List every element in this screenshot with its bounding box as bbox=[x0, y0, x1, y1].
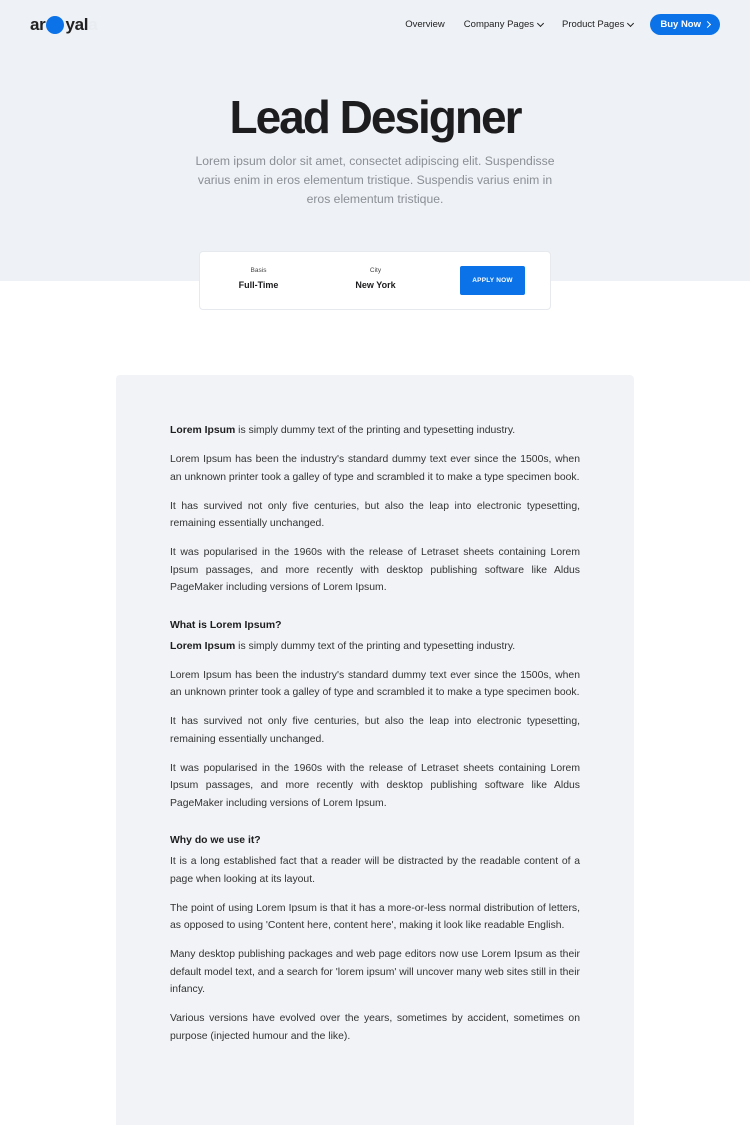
intro-paragraph-4: It was popularised in the 1960s with the release of Letraset sheets containing Lorem Ipsum passages, and more recently with desktop publishing software like Aldus PageMaker including versions of Lorem Ipsum. bbox=[170, 547, 580, 593]
job-description-panel bbox=[116, 375, 634, 1125]
intro-paragraph-3: It has survived not only five centuries, but also the leap into electronic typesetting, remaining essentially unchanged. bbox=[170, 500, 580, 529]
logo[interactable] bbox=[30, 14, 97, 36]
apply-now-button[interactable]: APPLY NOW bbox=[460, 266, 525, 295]
section1-paragraph-1 bbox=[170, 638, 580, 656]
logo-dot-icon bbox=[46, 16, 64, 34]
nav-overview[interactable] bbox=[405, 19, 445, 30]
city-value: New York bbox=[355, 280, 396, 290]
site-header bbox=[0, 0, 750, 48]
buy-now-label: Buy Now bbox=[660, 19, 701, 30]
logo-text-suffix: yal bbox=[65, 15, 89, 34]
section1-lead-bold: Lorem Ipsum bbox=[170, 640, 236, 652]
section2-paragraph-3: Many desktop publishing packages and web page editors now use Lorem Ipsum as their default model text, and a search for 'lorem ipsum' will uncover many web sites still in their infancy. bbox=[170, 949, 580, 995]
chevron-right-icon bbox=[704, 21, 711, 28]
logo-text-mid: r bbox=[39, 15, 46, 34]
chevron-down-icon bbox=[537, 19, 544, 26]
intro-lead-rest: is simply dummy text of the printing and typesetting industry. bbox=[235, 425, 516, 436]
buy-now-button[interactable] bbox=[650, 14, 720, 35]
intro-paragraph-2: Lorem Ipsum has been the industry's standard dummy text ever since the 1500s, when an unknown printer took a galley of type and scrambled it to make a type specimen book. bbox=[170, 454, 580, 483]
section-heading-why: Why do we use it? bbox=[170, 835, 261, 846]
intro-paragraph-1 bbox=[170, 422, 580, 440]
section1-paragraph-3: It has survived not only five centuries, but also the leap into electronic typesetting, remaining essentially unchanged. bbox=[170, 716, 580, 745]
intro-lead-bold: Lorem Ipsum bbox=[170, 425, 236, 436]
nav-company-pages-label: Company Pages bbox=[463, 19, 535, 30]
city-label: City bbox=[369, 267, 382, 274]
page-subtitle: Lorem ipsum dolor sit amet, consectet adipiscing elit. Suspendisse varius enim in eros elementum tristique. Suspendis varius enim in eros elementum tristique. bbox=[195, 154, 555, 206]
nav-product-pages[interactable] bbox=[562, 19, 633, 30]
city-field bbox=[333, 267, 418, 290]
section2-paragraph-1: It is a long established fact that a reader will be distracted by the readable content of a page when looking at its layout. bbox=[170, 856, 580, 885]
main-nav bbox=[386, 14, 720, 35]
nav-company-pages[interactable] bbox=[464, 19, 543, 30]
section1-lead-rest: is simply dummy text of the printing and typesetting industry. bbox=[235, 640, 516, 652]
logo-text-prefix: a bbox=[30, 15, 40, 34]
job-description bbox=[170, 422, 580, 1057]
section-heading-what: What is Lorem Ipsum? bbox=[170, 619, 282, 631]
page-title: Lead Designer bbox=[229, 91, 521, 143]
section1-paragraph-2: Lorem Ipsum has been the industry's standard dummy text ever since the 1500s, when an unknown printer took a galley of type and scrambled it to make a type specimen book. bbox=[170, 669, 580, 698]
basis-label: Basis bbox=[250, 267, 267, 274]
job-info-card bbox=[199, 251, 551, 310]
basis-field bbox=[216, 267, 301, 290]
nav-product-pages-label: Product Pages bbox=[562, 19, 625, 30]
chevron-down-icon bbox=[627, 19, 634, 26]
nav-overview-label: Overview bbox=[405, 19, 445, 30]
basis-value: Full-Time bbox=[238, 280, 279, 290]
logo-ghost-letter: a bbox=[88, 15, 98, 34]
section2-paragraph-2: The point of using Lorem Ipsum is that it has a more-or-less normal distribution of letters, as opposed to using 'Content here, content here', making it look like readable English. bbox=[170, 902, 580, 931]
section1-paragraph-4: It was popularised in the 1960s with the release of Letraset sheets containing Lorem Ipsum passages, and more recently with desktop publishing software like Aldus PageMaker including versions of Lorem Ipsum. bbox=[170, 762, 580, 809]
section2-paragraph-4: Various versions have evolved over the years, sometimes by accident, sometimes on purpose (injected humour and the like). bbox=[170, 1013, 580, 1042]
